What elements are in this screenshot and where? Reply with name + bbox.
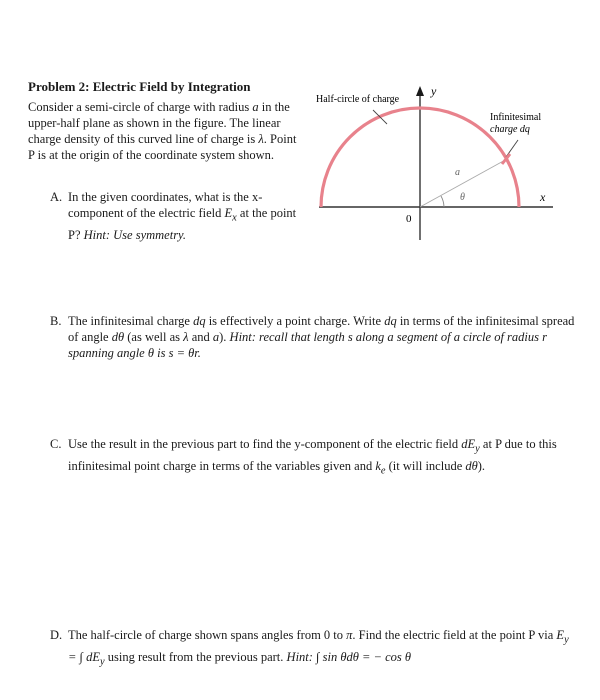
angle-arc — [441, 196, 444, 207]
part-d — [50, 627, 590, 667]
field-dey-variable: dE — [461, 437, 476, 451]
part-b-letter: B. — [50, 314, 62, 328]
origin-label: 0 — [406, 213, 412, 225]
part-a-hint: Hint: Use symmetry. — [83, 227, 187, 242]
x-axis-label: x — [540, 190, 546, 204]
radius-variable: a — [252, 100, 259, 114]
integral-formula: E — [556, 628, 565, 642]
part-d-hint: Hint: ∫ sin θdθ = − cos θ — [286, 649, 412, 664]
lambda-variable: λ — [258, 132, 264, 146]
angle-label: θ — [460, 192, 465, 203]
field-ex-variable: E — [224, 206, 233, 220]
part-b — [50, 313, 590, 363]
part-a-text: In the given coordinates, what is the x-component of the electric field $E_x$ at the point P? Hint: Use symmetry. — [68, 190, 297, 242]
part-a — [50, 189, 310, 242]
part-b-text: The infinitesimal charge dq is effectively a point charge. Write dq in terms of the infinitesimal spread of angle dθ (as well as λ and a). Hint: recall that length s along a segment of a circle of radius r spanning angle θ is s = θr. — [68, 314, 575, 360]
ke-variable: k — [375, 458, 381, 473]
y-axis-arrow — [416, 86, 424, 96]
part-d-text: The half-circle of charge shown spans angles from 0 to π. Find the electric field at the point P via $E_y$ = ∫ $dE_y$ using result from the previous part. Hint: ∫ sin θdθ = − cos θ — [68, 628, 569, 667]
part-a-letter: A. — [50, 190, 63, 204]
half-circle-label: Half-circle of charge — [316, 94, 400, 105]
semicircle-figure — [305, 80, 595, 250]
problem-title: Problem 2: Electric Field by Integration — [28, 79, 251, 94]
y-axis-label: y — [431, 84, 437, 98]
problem-intro: Consider a semi-circle of charge with radius a in the upper-half plane as shown in the figure. The linear charge density of this curved line of charge is λ. Point P is at the origin of the coordinate system shown. — [28, 100, 297, 162]
part-c-text: Use the result in the previous part to find the y-component of the electric field $dE_y$ at P due to this infinitesimal point charge in terms of the variables given and $k_e$ (it will include dθ). — [68, 437, 557, 476]
semicircle-diagram — [305, 80, 595, 250]
part-b-hint: Hint: recall that length s along a segment of a circle of radius r spanning angle θ is s = θr. — [68, 330, 547, 360]
part-c — [50, 436, 590, 486]
part-c-letter: C. — [50, 437, 62, 451]
radius-label: a — [455, 167, 460, 178]
infinitesimal-label-line2: charge dq — [490, 124, 530, 135]
infinitesimal-label-line1: Infinitesimal — [490, 112, 542, 123]
part-d-letter: D. — [50, 628, 63, 642]
